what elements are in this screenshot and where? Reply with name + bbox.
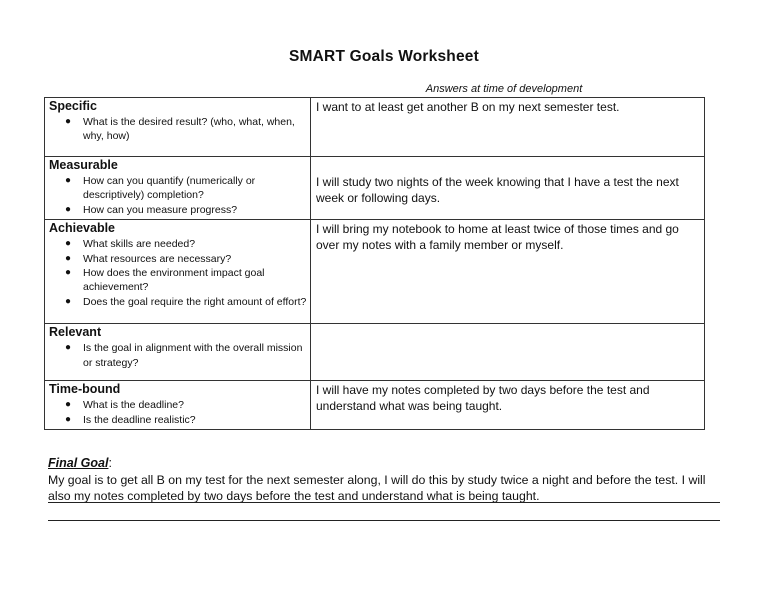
answers-caption: Answers at time of development [425, 83, 583, 95]
criteria-question-text: What skills are needed? [83, 238, 196, 251]
criteria-question [65, 237, 307, 251]
criteria-question-text: How can you measure progress? [83, 203, 238, 216]
table-row-achievable [45, 220, 705, 324]
answer-cell-specific [311, 98, 705, 157]
answer-line [48, 502, 720, 503]
bullet-icon: ● [65, 413, 72, 425]
criteria-heading: Measurable [49, 158, 118, 172]
answer-cell-relevant [311, 324, 705, 381]
bullet-icon: ● [65, 342, 72, 354]
bullet-icon: ● [65, 203, 72, 215]
criteria-question-text: What is the deadline? [83, 399, 184, 412]
criteria-cell-relevant [45, 324, 311, 381]
bullet-icon: ● [65, 267, 72, 279]
criteria-question [65, 413, 307, 427]
bullet-icon: ● [65, 252, 72, 264]
criteria-question-list [49, 398, 307, 427]
table-row-specific [45, 98, 705, 157]
criteria-question [65, 174, 307, 203]
criteria-question-text: What is the desired result? (who, what, when, why, how) [83, 116, 295, 143]
table-row-relevant [45, 324, 705, 381]
criteria-question [65, 341, 307, 370]
criteria-question-list [49, 237, 307, 309]
table-row-measurable [45, 157, 705, 220]
criteria-question-list [49, 174, 307, 217]
criteria-cell-measurable [45, 157, 311, 220]
final-goal-section [48, 454, 720, 504]
criteria-question [65, 115, 307, 144]
final-goal-text: My goal is to get all B on my test for the next semester along, I will do this by study twice a night and before the test. I will also my notes completed by two days before the test and understand what is being taught. [48, 473, 706, 503]
criteria-question-text: Does the goal require the right amount of effort? [83, 295, 307, 308]
criteria-question-text: How does the environment impact goal achievement? [83, 267, 265, 294]
answer-text: I will have my notes completed by two days before the test and understand what was being taught. [316, 383, 650, 414]
criteria-heading: Time-bound [49, 382, 121, 397]
criteria-question-text: What resources are necessary? [83, 252, 232, 265]
smart-goals-table [44, 97, 705, 430]
criteria-question [65, 252, 307, 266]
criteria-question-text: How can you quantify (numerically or descriptively) completion? [83, 175, 256, 202]
criteria-cell-achievable [45, 220, 311, 324]
answer-text: I will study two nights of the week knowing that I have a test the next week or following days. [316, 175, 679, 205]
final-goal-label: Final Goal [48, 456, 109, 470]
bullet-icon: ● [65, 295, 72, 307]
answer-cell-achievable [311, 220, 705, 324]
bullet-icon: ● [65, 116, 72, 127]
criteria-question-text: Is the goal in alignment with the overall mission or strategy? [83, 342, 303, 369]
final-goal-colon: : [108, 456, 112, 470]
bullet-icon: ● [65, 175, 72, 186]
criteria-heading: Specific [49, 99, 97, 113]
criteria-question-text: Is the deadline realistic? [83, 413, 196, 426]
answer-text: I want to at least get another B on my next semester test. [316, 100, 620, 114]
criteria-heading: Achievable [49, 221, 116, 236]
bullet-icon: ● [65, 399, 72, 411]
bullet-icon: ● [65, 238, 72, 250]
criteria-heading: Relevant [49, 325, 102, 340]
table-row-time-bound [45, 381, 705, 430]
criteria-question-list [49, 115, 307, 144]
answer-cell-time-bound [311, 381, 705, 430]
criteria-cell-specific [45, 98, 311, 157]
answer-cell-measurable [311, 157, 705, 220]
criteria-question [65, 398, 307, 412]
answer-line [48, 520, 720, 521]
criteria-cell-time-bound [45, 381, 311, 430]
criteria-question-list [49, 341, 307, 370]
page-title: SMART Goals Worksheet [289, 48, 479, 65]
criteria-question [65, 266, 307, 295]
answer-text: I will bring my notebook to home at least twice of those times and go over my notes with a family member or myself. [316, 222, 679, 253]
criteria-question [65, 295, 307, 309]
criteria-question [65, 203, 307, 217]
